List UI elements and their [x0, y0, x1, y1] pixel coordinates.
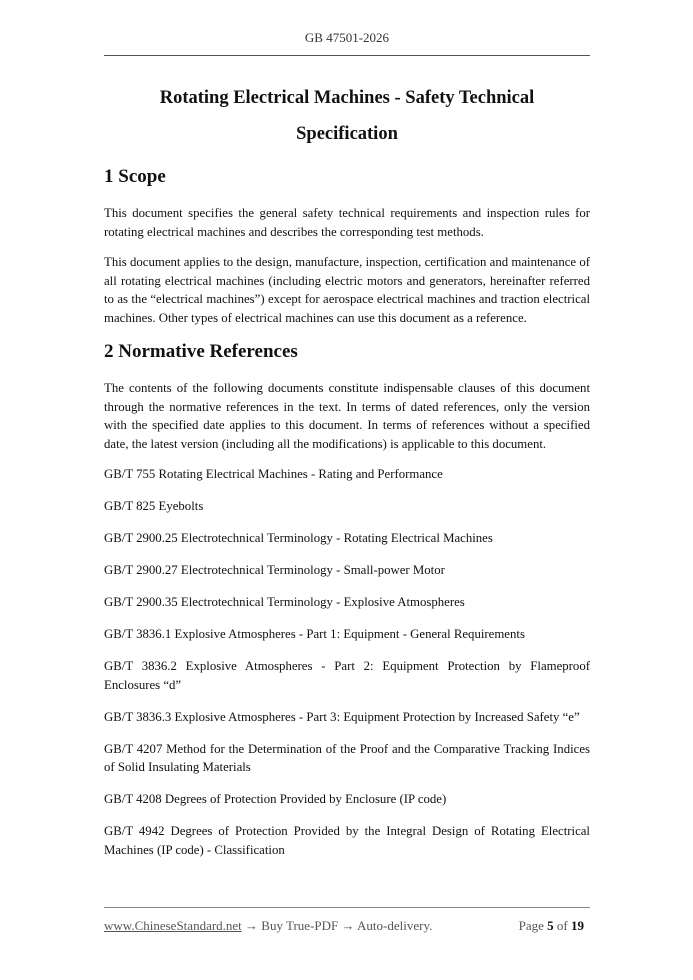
reference-item: GB/T 3836.1 Explosive Atmospheres - Part 1: Equipment - General Requirements: [104, 627, 525, 641]
footer-tagline: → Buy True-PDF → Auto-delivery.: [241, 918, 433, 933]
page-label: Page: [518, 918, 544, 933]
header-divider: [104, 55, 590, 56]
reference-item: GB/T 2900.27 Electrotechnical Terminology - Small-power Motor: [104, 563, 445, 577]
reference-item: GB/T 2900.25 Electrotechnical Terminology - Rotating Electrical Machines: [104, 531, 493, 545]
page-header-doc-id: GB 47501-2026: [304, 30, 390, 45]
page-number: [519, 918, 584, 934]
reference-item: GB/T 3836.3 Explosive Atmospheres - Part 3: Equipment Protection by Increased Safety “e”: [104, 709, 580, 724]
normative-references-intro: The contents of the following documents constitute indispensable clauses of this document through the normative references in the text. In terms of dated references, only the version with the specified date applies to this document. In terms of references without a specified date, the latest version (including all the modifications) is applicable to this document.: [104, 381, 590, 451]
reference-item: GB/T 3836.2 Explosive Atmospheres - Part 2: Equipment Protection by Flameproof Enclosures “d”: [104, 659, 590, 692]
scope-paragraph-2: This document applies to the design, manufacture, inspection, certification and maintenance of all rotating electrical machines (including electric motors and generators, hereinafter referred to as the “electrical machines”) except for aerospace electrical machines and traction electrical machines. Other types of electrical machines can use this document as a reference.: [104, 255, 590, 325]
reference-item: GB/T 4207 Method for the Determination of the Proof and the Comparative Tracking Indices of Solid Insulating Materials: [104, 741, 590, 774]
reference-item: GB/T 4208 Degrees of Protection Provided by Enclosure (IP code): [104, 792, 447, 806]
reference-item: GB/T 825 Eyebolts: [104, 499, 204, 513]
document-title-line-1: Rotating Electrical Machines - Safety Technical: [159, 88, 535, 108]
page-total: 19: [571, 918, 584, 933]
footer-divider: [104, 907, 590, 908]
reference-item: GB/T 755 Rotating Electrical Machines - Rating and Performance: [104, 467, 443, 481]
page-of-label: of: [556, 918, 568, 933]
footer-site-link[interactable]: www.ChineseStandard.net: [104, 918, 242, 933]
reference-list: [104, 465, 590, 859]
document-title: [104, 80, 590, 152]
section-heading-normative-references: 2 Normative References: [104, 341, 298, 362]
scope-paragraph-1: This document specifies the general safety technical requirements and inspection rules for rotating electrical machines and describes the corresponding test methods.: [104, 206, 590, 239]
page-current: 5: [547, 918, 554, 933]
reference-item: GB/T 2900.35 Electrotechnical Terminology - Explosive Atmospheres: [104, 595, 465, 609]
section-heading-scope: 1 Scope: [104, 166, 166, 187]
reference-item: GB/T 4942 Degrees of Protection Provided by the Integral Design of Rotating Electrical Machines (IP code) - Classification: [104, 824, 590, 857]
document-title-line-2: Specification: [296, 124, 398, 144]
footer-promo: [104, 918, 432, 934]
page-content: [104, 80, 590, 873]
